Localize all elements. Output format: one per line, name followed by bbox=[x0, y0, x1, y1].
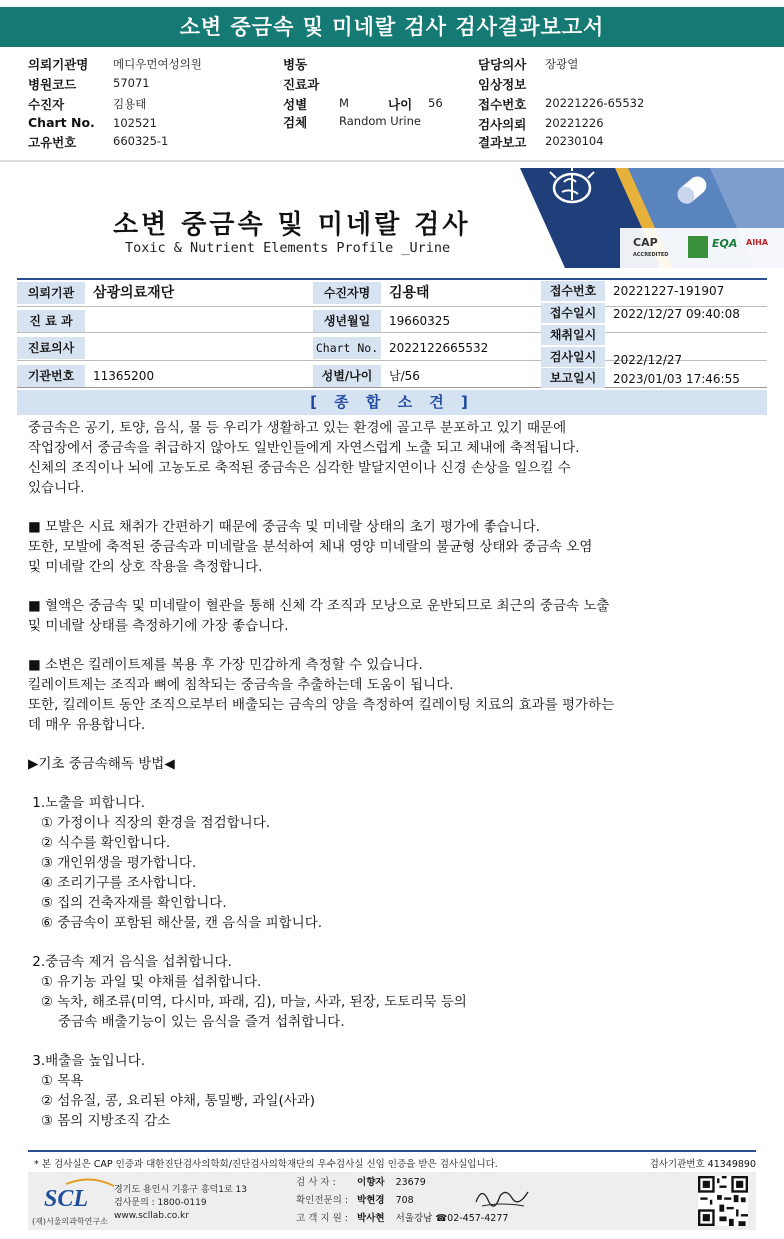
section-title: 3.배출을 높입니다. bbox=[28, 1053, 146, 1069]
ti-label-doctor: 담당의사 bbox=[478, 57, 527, 72]
list-item: ① 가정이나 직장의 환경을 점검합니다. bbox=[28, 815, 271, 831]
website-link[interactable]: www.scllab.co.kr bbox=[114, 1211, 189, 1221]
label-institution: 의뢰기관 bbox=[17, 282, 85, 304]
ti-label-specimen: 검체 bbox=[283, 115, 308, 130]
address-line: 경기도 용인시 기흥구 흥덕1로 13 bbox=[114, 1185, 247, 1195]
report-title: 소변 중금속 및 미네랄 검사 검사결과보고서 bbox=[0, 7, 784, 47]
text-line: 있습니다. bbox=[28, 480, 85, 496]
list-item: ① 목욕 bbox=[28, 1073, 84, 1089]
value-org-no: 11365200 bbox=[93, 369, 155, 383]
value-institution: 삼광의료재단 bbox=[93, 285, 175, 301]
ti-val-doctor: 장광열 bbox=[545, 57, 579, 71]
list-item: ⑥ 중금속이 포함된 해산물, 캔 음식을 피합니다. bbox=[28, 915, 323, 931]
section-title: 1.노출을 피합니다. bbox=[28, 795, 146, 811]
ti-label-hospcode: 병원코드 bbox=[28, 77, 77, 92]
ti-label-receipt: 접수번호 bbox=[478, 97, 527, 112]
value-collect bbox=[607, 325, 767, 347]
staff-row: 검 사 자 : 이향자 23679 bbox=[296, 1177, 426, 1188]
ti-val-sex: M bbox=[339, 96, 349, 110]
list-item: ② 녹차, 해조류(미역, 다시마, 파래, 김), 마늘, 사과, 된장, 도토리묵 등의 bbox=[28, 994, 467, 1010]
divider bbox=[0, 160, 784, 162]
label-receipt-no: 접수번호 bbox=[541, 281, 605, 301]
phone-line: 검사문의 : 1800-0119 bbox=[114, 1198, 207, 1208]
label-name: 수진자명 bbox=[313, 282, 381, 304]
ti-label-chart: Chart No. bbox=[28, 115, 95, 130]
value-dept bbox=[87, 310, 307, 332]
ti-val-patient: 김용태 bbox=[113, 97, 147, 111]
value-sexage: 남/56 bbox=[389, 369, 420, 383]
ti-label-age: 나이 bbox=[388, 97, 413, 112]
list-item: ① 유기농 과일 및 야채를 섭취합니다. bbox=[28, 974, 262, 990]
ti-val-receipt: 20221226-65532 bbox=[545, 96, 645, 110]
list-item: ② 섬유질, 콩, 요리된 야채, 통밀빵, 과일(사과) bbox=[28, 1093, 316, 1109]
banner bbox=[0, 168, 784, 274]
list-item: ⑤ 집의 건축자재를 확인합니다. bbox=[28, 895, 227, 911]
summary-body bbox=[28, 418, 768, 1131]
value-birth: 19660325 bbox=[389, 314, 451, 328]
label-chart: Chart No. bbox=[313, 337, 381, 359]
text-line: ■ 소변은 킬레이트제를 복용 후 가장 민감하게 측정할 수 있습니다. bbox=[28, 657, 423, 673]
label-test-date: 검사일시 bbox=[541, 347, 605, 367]
list-item: 중금속 배출기능이 있는 음식을 즐겨 섭취합니다. bbox=[28, 1014, 345, 1030]
patient-info-table bbox=[17, 278, 767, 388]
ti-label-report: 결과보고 bbox=[478, 135, 527, 150]
text-line: ■ 혈액은 중금속 및 미네랄이 혈관을 통해 신체 각 조직과 모낭으로 운반되므로 최근의 중금속 노출 bbox=[28, 598, 610, 614]
text-line: 또한, 모발에 축적된 중금속과 미네랄을 분석하여 체내 영양 미네랄의 불균형 상태와 중금속 오염 bbox=[28, 539, 593, 555]
ti-val-institution: 메디우먼여성의원 bbox=[113, 57, 202, 71]
list-item: ③ 개인위생을 평가합니다. bbox=[28, 855, 197, 871]
staff-row: 확인전문의 : 박현경 708 bbox=[296, 1195, 414, 1206]
staff-row: 고 객 지 원 : 박사현 서울강남 ☎02-457-4277 bbox=[296, 1213, 509, 1224]
method-title: ▶기초 중금속해독 방법◀ bbox=[28, 756, 175, 772]
value-chart: 2022122665532 bbox=[389, 341, 489, 355]
ti-label-dept: 진료과 bbox=[283, 77, 320, 92]
scl-subtitle: (재)서울의과학연구소 bbox=[32, 1217, 108, 1226]
section-title: 2.중금속 제거 음식을 섭취합니다. bbox=[28, 954, 232, 970]
footer-note: * 본 검사실은 CAP 인증과 대한진단검사의학회/진단검사의학재단의 우수검사실 신임 인증을 받은 검사실입니다. bbox=[34, 1159, 498, 1170]
footer bbox=[28, 1150, 756, 1232]
label-report-date: 보고일시 bbox=[541, 368, 605, 388]
text-line: 및 미네랄 간의 상호 작용을 측정합니다. bbox=[28, 559, 263, 575]
value-receipt-date: 2022/12/27 09:40:08 bbox=[613, 307, 740, 321]
cap-logo: CAP ACCREDITED bbox=[633, 236, 669, 258]
label-sexage: 성별/나이 bbox=[313, 365, 381, 387]
footer-code: 검사기관번호 41349890 bbox=[649, 1159, 756, 1170]
text-line: 작업장에서 중금속을 취급하지 않아도 일반인들에게 자연스럽게 노출 되고 체내에 축적됩니다. bbox=[28, 440, 580, 456]
ti-label-ward: 병동 bbox=[283, 57, 308, 72]
ti-val-request: 20221226 bbox=[545, 116, 604, 130]
text-line: 또한, 킬레이트 동안 조직으로부터 배출되는 금속의 양을 측정하여 킬레이팅 치료의 효과를 평가하는 bbox=[28, 697, 615, 713]
ti-label-uid: 고유번호 bbox=[28, 135, 77, 150]
label-receipt-date: 접수일시 bbox=[541, 303, 605, 323]
value-doctor bbox=[87, 337, 307, 359]
label-birth: 생년월일 bbox=[313, 310, 381, 332]
ti-val-specimen: Random Urine bbox=[339, 114, 421, 128]
label-dept: 진 료 과 bbox=[17, 310, 85, 332]
ti-label-request: 검사의뢰 bbox=[478, 117, 527, 132]
lab-address bbox=[114, 1184, 247, 1223]
list-item: ③ 몸의 지방조직 감소 bbox=[28, 1113, 171, 1129]
lm-logo bbox=[688, 236, 708, 258]
top-info bbox=[0, 55, 784, 155]
label-org-no: 기관번호 bbox=[17, 365, 85, 387]
banner-title: 소변 중금속 및 미네랄 검사 bbox=[113, 210, 471, 240]
value-receipt-no: 20221227-191907 bbox=[613, 284, 725, 298]
ti-val-chart: 102521 bbox=[113, 116, 157, 130]
text-line: 중금속은 공기, 토양, 음식, 물 등 우리가 생활하고 있는 환경에 골고루 분포하고 있기 때문에 bbox=[28, 420, 567, 436]
value-test-date: 2022/12/27 bbox=[613, 353, 683, 367]
text-line: 신체의 조직이나 뇌에 고농도로 축적된 중금속은 심각한 발달지연이나 신경 손상을 일으킬 수 bbox=[28, 460, 571, 476]
aiha-logo: AIHA bbox=[746, 238, 769, 247]
value-name: 김용태 bbox=[389, 285, 430, 301]
text-line: ■ 모발은 시료 채취가 간편하기 때문에 중금속 및 미네랄 상태의 초기 평가에 좋습니다. bbox=[28, 519, 540, 535]
text-line: 데 매우 유용합니다. bbox=[28, 717, 146, 733]
ti-label-sex: 성별 bbox=[283, 97, 308, 112]
signature bbox=[472, 1182, 532, 1212]
text-line: 킬레이트제는 조직과 뼈에 침착되는 중금속을 추출하는데 도움이 됩니다. bbox=[28, 677, 454, 693]
ti-val-uid: 660325-1 bbox=[113, 134, 169, 148]
list-item: ④ 조리기구를 조사합니다. bbox=[28, 875, 197, 891]
text-line: 및 미네랄 상태를 측정하기에 가장 좋습니다. bbox=[28, 618, 289, 634]
value-report-date: 2023/01/03 17:46:55 bbox=[613, 372, 740, 386]
ti-val-hospcode: 57071 bbox=[113, 76, 150, 90]
qr-code[interactable] bbox=[698, 1176, 748, 1226]
ti-label-patient: 수진자 bbox=[28, 97, 65, 112]
label-doctor: 진료의사 bbox=[17, 337, 85, 359]
ti-label-institution: 의뢰기관명 bbox=[28, 57, 89, 72]
banner-subtitle: Toxic & Nutrient Elements Profile _Urine bbox=[125, 240, 451, 256]
summary-header: [ 종 합 소 견 ] bbox=[17, 390, 767, 415]
list-item: ② 식수를 확인합니다. bbox=[28, 835, 171, 851]
label-collect: 채취일시 bbox=[541, 325, 605, 345]
ti-val-report: 20230104 bbox=[545, 134, 604, 148]
scl-logo bbox=[36, 1178, 116, 1214]
ti-val-age: 56 bbox=[428, 96, 443, 110]
eqa-logo: EQA bbox=[712, 237, 738, 250]
svg-text:SCL: SCL bbox=[44, 1186, 89, 1212]
ti-label-clinical: 임상정보 bbox=[478, 77, 527, 92]
footer-box bbox=[28, 1172, 756, 1230]
